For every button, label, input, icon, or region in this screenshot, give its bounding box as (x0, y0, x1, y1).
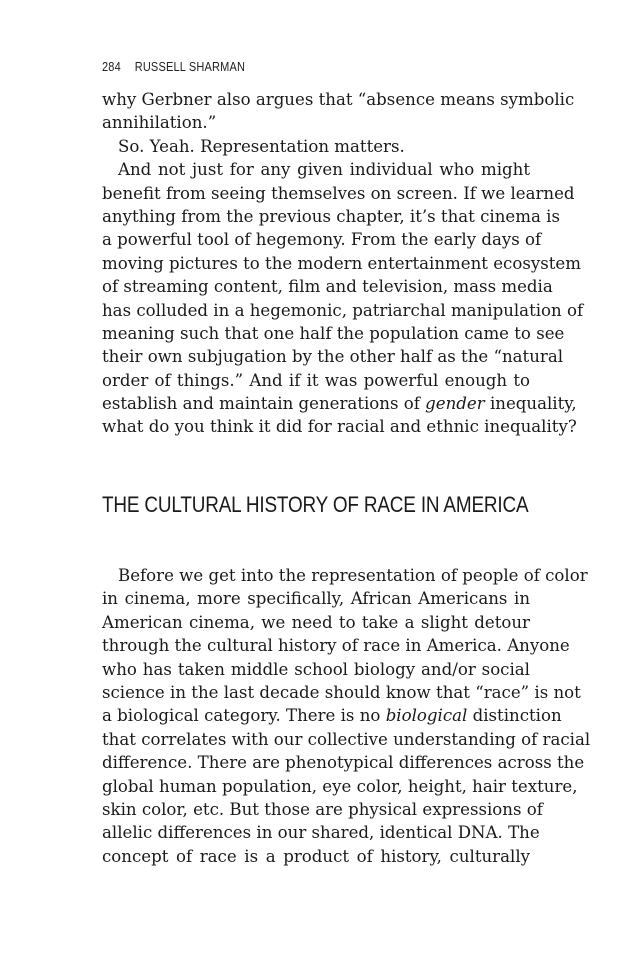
text-line: difference. There are phenotypical differences across the (102, 753, 585, 773)
text-line: anything from the previous chapter, it’s that cinema is (102, 206, 560, 226)
running-head (102, 60, 245, 74)
page-number: 284 (102, 60, 121, 74)
section-heading: THE CULTURAL HISTORY OF RACE IN AMERICA (102, 492, 529, 517)
text-line: order of things.” And if it was powerful enough to (102, 370, 530, 390)
text-line: concept of race is a product of history, culturally (102, 846, 530, 866)
text-line: And not just for any given individual who might (118, 160, 530, 180)
text-line: their own subjugation by the other half as the “natural (102, 347, 564, 367)
text-line: benefit from seeing themselves on screen. If we learned (102, 183, 575, 203)
text-line: American cinema, we need to take a slight detour (102, 612, 530, 632)
text-line: annihilation.” (102, 113, 217, 133)
text-line: So. Yeah. Representation matters. (118, 136, 405, 156)
body-text-top (102, 88, 584, 439)
running-head-author: RUSSELL SHARMAN (134, 60, 246, 74)
body-text-bottom (102, 564, 591, 868)
text-line: moving pictures to the modern entertainment ecosystem (102, 253, 581, 273)
text-line: why Gerbner also argues that “absence means symbolic (102, 90, 575, 109)
text-line: that correlates with our collective understanding of racial (102, 729, 591, 749)
text-line: establish and maintain generations of gender inequality, (102, 394, 577, 414)
text-line: skin color, etc. But those are physical expressions of (102, 799, 543, 819)
text-line: science in the last decade should know that “race” is not (102, 682, 581, 702)
text-line: meaning such that one half the population came to see (102, 323, 565, 343)
text-line: global human population, eye color, height, hair texture, (102, 776, 578, 796)
text-line: through the cultural history of race in America. Anyone (102, 636, 570, 656)
text-line: what do you think it did for racial and ethnic inequality? (102, 417, 577, 437)
text-line: a biological category. There is no biological distinction (102, 706, 562, 726)
text-line: a powerful tool of hegemony. From the early days of (102, 230, 542, 250)
text-line: has colluded in a hegemonic, patriarchal manipulation of (102, 300, 584, 320)
text-line: allelic differences in our shared, identical DNA. The (102, 823, 540, 843)
text-line: of streaming content, film and television, mass media (102, 277, 553, 297)
text-line: Before we get into the representation of people of color (118, 566, 588, 585)
text-line: who has taken middle school biology and/or social (102, 659, 530, 679)
text-line: in cinema, more specifically, African Americans in (102, 589, 530, 609)
